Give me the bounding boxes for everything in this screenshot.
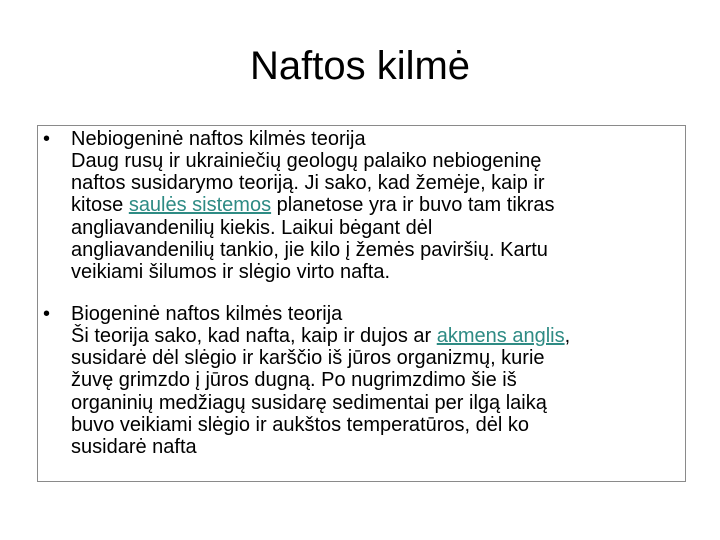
- body-line: susidarė dėl slėgio ir karščio iš jūros organizmų, kurie: [71, 347, 545, 370]
- bullet: •: [43, 128, 51, 150]
- body-line: susidarė nafta: [71, 436, 197, 459]
- section-body-biogenic: [71, 325, 681, 458]
- body-text: ,: [564, 325, 571, 347]
- slide-title: Naftos kilmė: [249, 44, 471, 88]
- section-heading-nonbiogenic: Nebiogeninė naftos kilmės teorija: [71, 128, 366, 150]
- body-line: angliavandenilių kiekis. Laikui bėgant dėl: [71, 216, 433, 239]
- bullet: •: [43, 303, 51, 325]
- body-line: veikiami šilumos ir slėgio virto nafta.: [71, 261, 390, 284]
- body-line: [71, 194, 681, 216]
- coal-link[interactable]: akmens anglis: [436, 325, 565, 347]
- body-line: angliavandenilių tankio, jie kilo į žemės paviršių. Kartu: [71, 238, 548, 261]
- body-line: buvo veikiami slėgio ir aukštos temperatūros, dėl ko: [71, 413, 529, 436]
- body-line: naftos susidarymo teoriją. Ji sako, kad žemėje, kaip ir: [71, 172, 545, 195]
- content-box: [37, 125, 686, 482]
- solar-system-link[interactable]: saulės sistemos: [128, 194, 272, 217]
- body-line: [71, 325, 681, 347]
- section-heading-biogenic: Biogeninė naftos kilmės teorija: [71, 303, 343, 325]
- body-line: žuvę grimzdo į jūros dugną. Po nugrimzdimo šie iš: [71, 369, 517, 392]
- body-line: organinių medžiagų susidarę sedimentai per ilgą laiką: [71, 391, 547, 414]
- body-text: planetose yra ir buvo tam tikras: [271, 194, 555, 217]
- section-body-nonbiogenic: [71, 150, 681, 283]
- body-text: kitose: [71, 194, 129, 217]
- body-text: Ši teorija sako, kad nafta, kaip ir dujos ar: [71, 325, 437, 347]
- body-line: Daug rusų ir ukrainiečių geologų palaiko nebiogeninę: [71, 150, 542, 172]
